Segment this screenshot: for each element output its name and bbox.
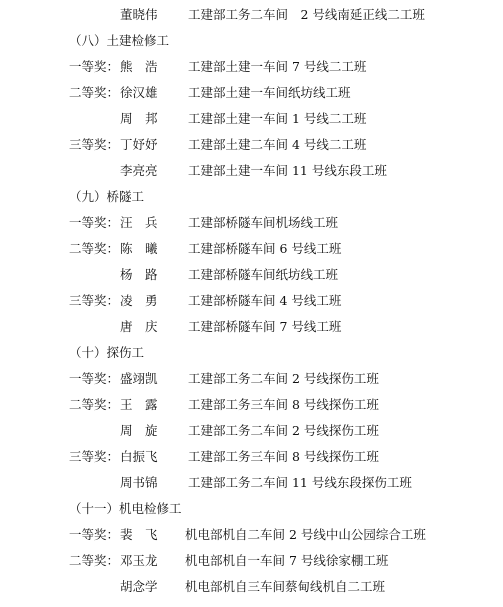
winner-name: 裴 飞 — [120, 527, 158, 542]
winner-name: 唐 庆 — [120, 319, 158, 334]
winner-name: 徐汉雄 — [120, 85, 158, 100]
work-unit: 工建部土建一车间 11 号线东段工班 — [188, 163, 387, 178]
winner-name: 杨 路 — [120, 267, 158, 282]
prize-level: 二等奖： — [69, 85, 120, 100]
winner-name: 王 露 — [120, 397, 158, 412]
winner-name: 周 邦 — [120, 111, 158, 126]
work-unit: 工建部桥隧车间 4 号线工班 — [188, 293, 342, 308]
prize-level: 三等奖： — [69, 137, 120, 152]
winner-name: 凌 勇 — [120, 293, 158, 308]
winner-name: 陈 曦 — [120, 241, 158, 256]
winner-name: 李亮亮 — [120, 163, 158, 178]
work-unit: 工建部工务二车间 2 号线探伤工班 — [188, 371, 379, 386]
work-unit: 工建部土建一车间 1 号线二工班 — [188, 111, 367, 126]
winner-name: 周书锦 — [120, 475, 158, 490]
work-unit: 工建部土建二车间 4 号线二工班 — [188, 137, 367, 152]
prize-level: 三等奖： — [69, 449, 120, 464]
prize-level: 一等奖： — [69, 215, 120, 230]
winner-name: 胡念学 — [120, 579, 158, 594]
prize-level: 二等奖： — [69, 241, 120, 256]
work-unit: 工建部桥隧车间机场线工班 — [188, 215, 339, 230]
winner-name: 盛翊凯 — [120, 371, 158, 386]
work-unit: 工建部工务二车间 2 号线探伤工班 — [188, 423, 379, 438]
winner-name: 汪 兵 — [120, 215, 158, 230]
section-heading: （十）探伤工 — [69, 345, 145, 360]
winner-name: 董晓伟 — [120, 7, 158, 22]
work-unit: 机电部机自一车间 7 号线徐家棚工班 — [185, 553, 389, 568]
winner-name: 周 旋 — [120, 423, 158, 438]
winner-name: 丁妤妤 — [120, 137, 158, 152]
work-unit: 机电部机自二车间 2 号线中山公园综合工班 — [185, 527, 426, 542]
prize-level: 一等奖： — [69, 59, 120, 74]
work-unit: 工建部工务二车间 11 号线东段探伤工班 — [188, 475, 412, 490]
work-unit: 工建部桥隧车间 6 号线工班 — [188, 241, 342, 256]
prize-level: 二等奖： — [69, 397, 120, 412]
work-unit: 工建部桥隧车间 7 号线工班 — [188, 319, 342, 334]
section-heading: （十一）机电检修工 — [69, 501, 182, 516]
prize-level: 一等奖： — [69, 527, 120, 542]
section-heading: （八）土建检修工 — [69, 33, 170, 48]
work-unit: 工建部土建一车间纸坊线工班 — [188, 85, 351, 100]
work-unit: 机电部机自三车间蔡甸线机自二工班 — [185, 579, 386, 594]
work-unit: 工建部土建一车间 7 号线二工班 — [188, 59, 367, 74]
work-unit: 工建部工务三车间 8 号线探伤工班 — [188, 449, 379, 464]
winner-name: 白振飞 — [120, 449, 158, 464]
work-unit: 工建部桥隧车间纸坊线工班 — [188, 267, 339, 282]
work-unit: 工建部工务三车间 8 号线探伤工班 — [188, 397, 379, 412]
prize-level: 一等奖： — [69, 371, 120, 386]
prize-level: 三等奖： — [69, 293, 120, 308]
winner-name: 邓玉龙 — [120, 553, 158, 568]
work-unit: 工建部工务二车间 2 号线南延正线二工班 — [188, 7, 425, 22]
section-heading: （九）桥隧工 — [69, 189, 145, 204]
prize-level: 二等奖： — [69, 553, 120, 568]
winner-name: 熊 浩 — [120, 59, 158, 74]
